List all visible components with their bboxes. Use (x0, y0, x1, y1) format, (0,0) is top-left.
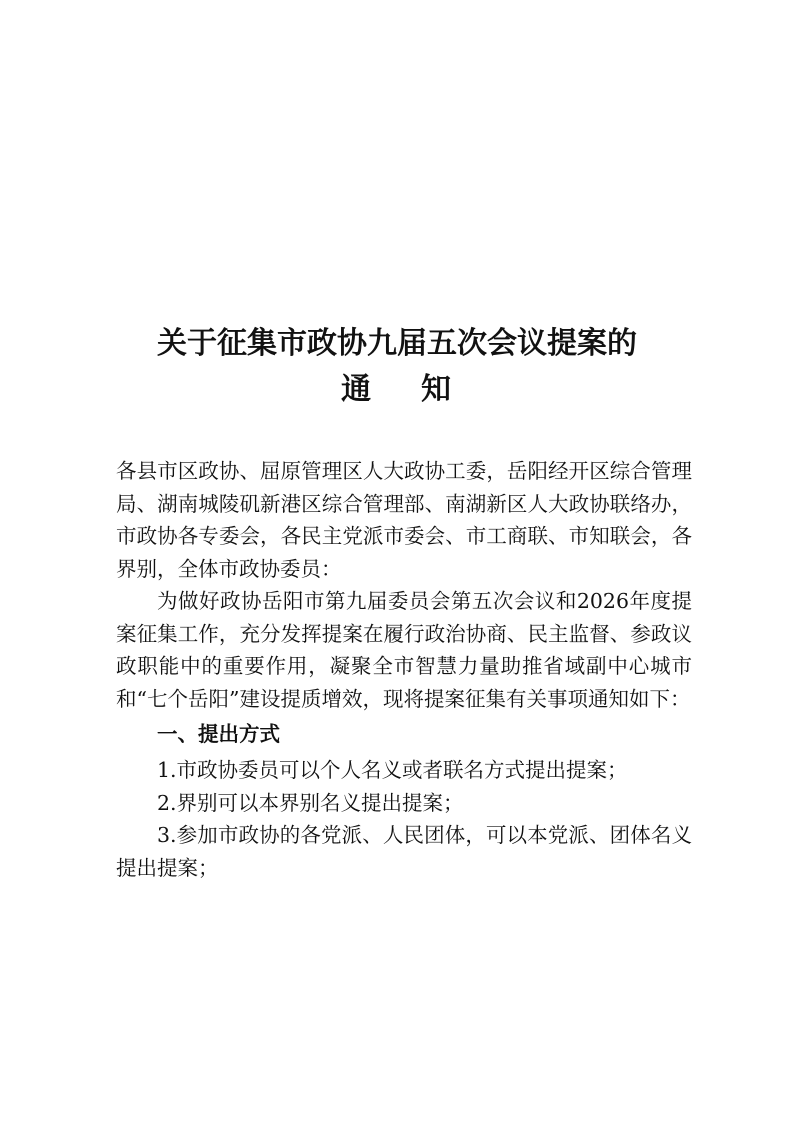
title-char-tong: 通 (341, 372, 373, 407)
list-item: 2.界别可以本界别名义提出提案； (157, 790, 464, 815)
title-char-zhi: 知 (421, 372, 453, 407)
intro-paragraph: 为做好政协岳阳市第九届委员会第五次会议和2026年度提案征集工作，充分发挥提案在履行政治协商、民主监督、参政议政职能中的重要作用，凝聚全市智慧力量助推省域副中心城市和“七个岳阳”建设提质增效，现将提案征集有关事项通知如下： (116, 589, 692, 711)
list-item: 1.市政协委员可以个人名义或者联名方式提出提案； (157, 758, 628, 782)
document-title: 关于征集市政协九届五次会议提案的 (157, 326, 637, 361)
section-heading: 一、提出方式 (157, 722, 280, 746)
document-body (116, 455, 692, 884)
salutation-paragraph: 各县市区政协、屈原管理区人大政协工委，岳阳经开区综合管理局、湖南城陵矶新港区综合管理部、南湖新区人大政协联络办，市政协各专委会，各民主党派市委会、市工商联、市知联会，各界别，全体市政协委员： (116, 459, 692, 581)
list-item: 3.参加市政协的各党派、人民团体，可以本党派、团体名义提出提案； (116, 823, 692, 880)
document-title-notice (0, 372, 794, 408)
